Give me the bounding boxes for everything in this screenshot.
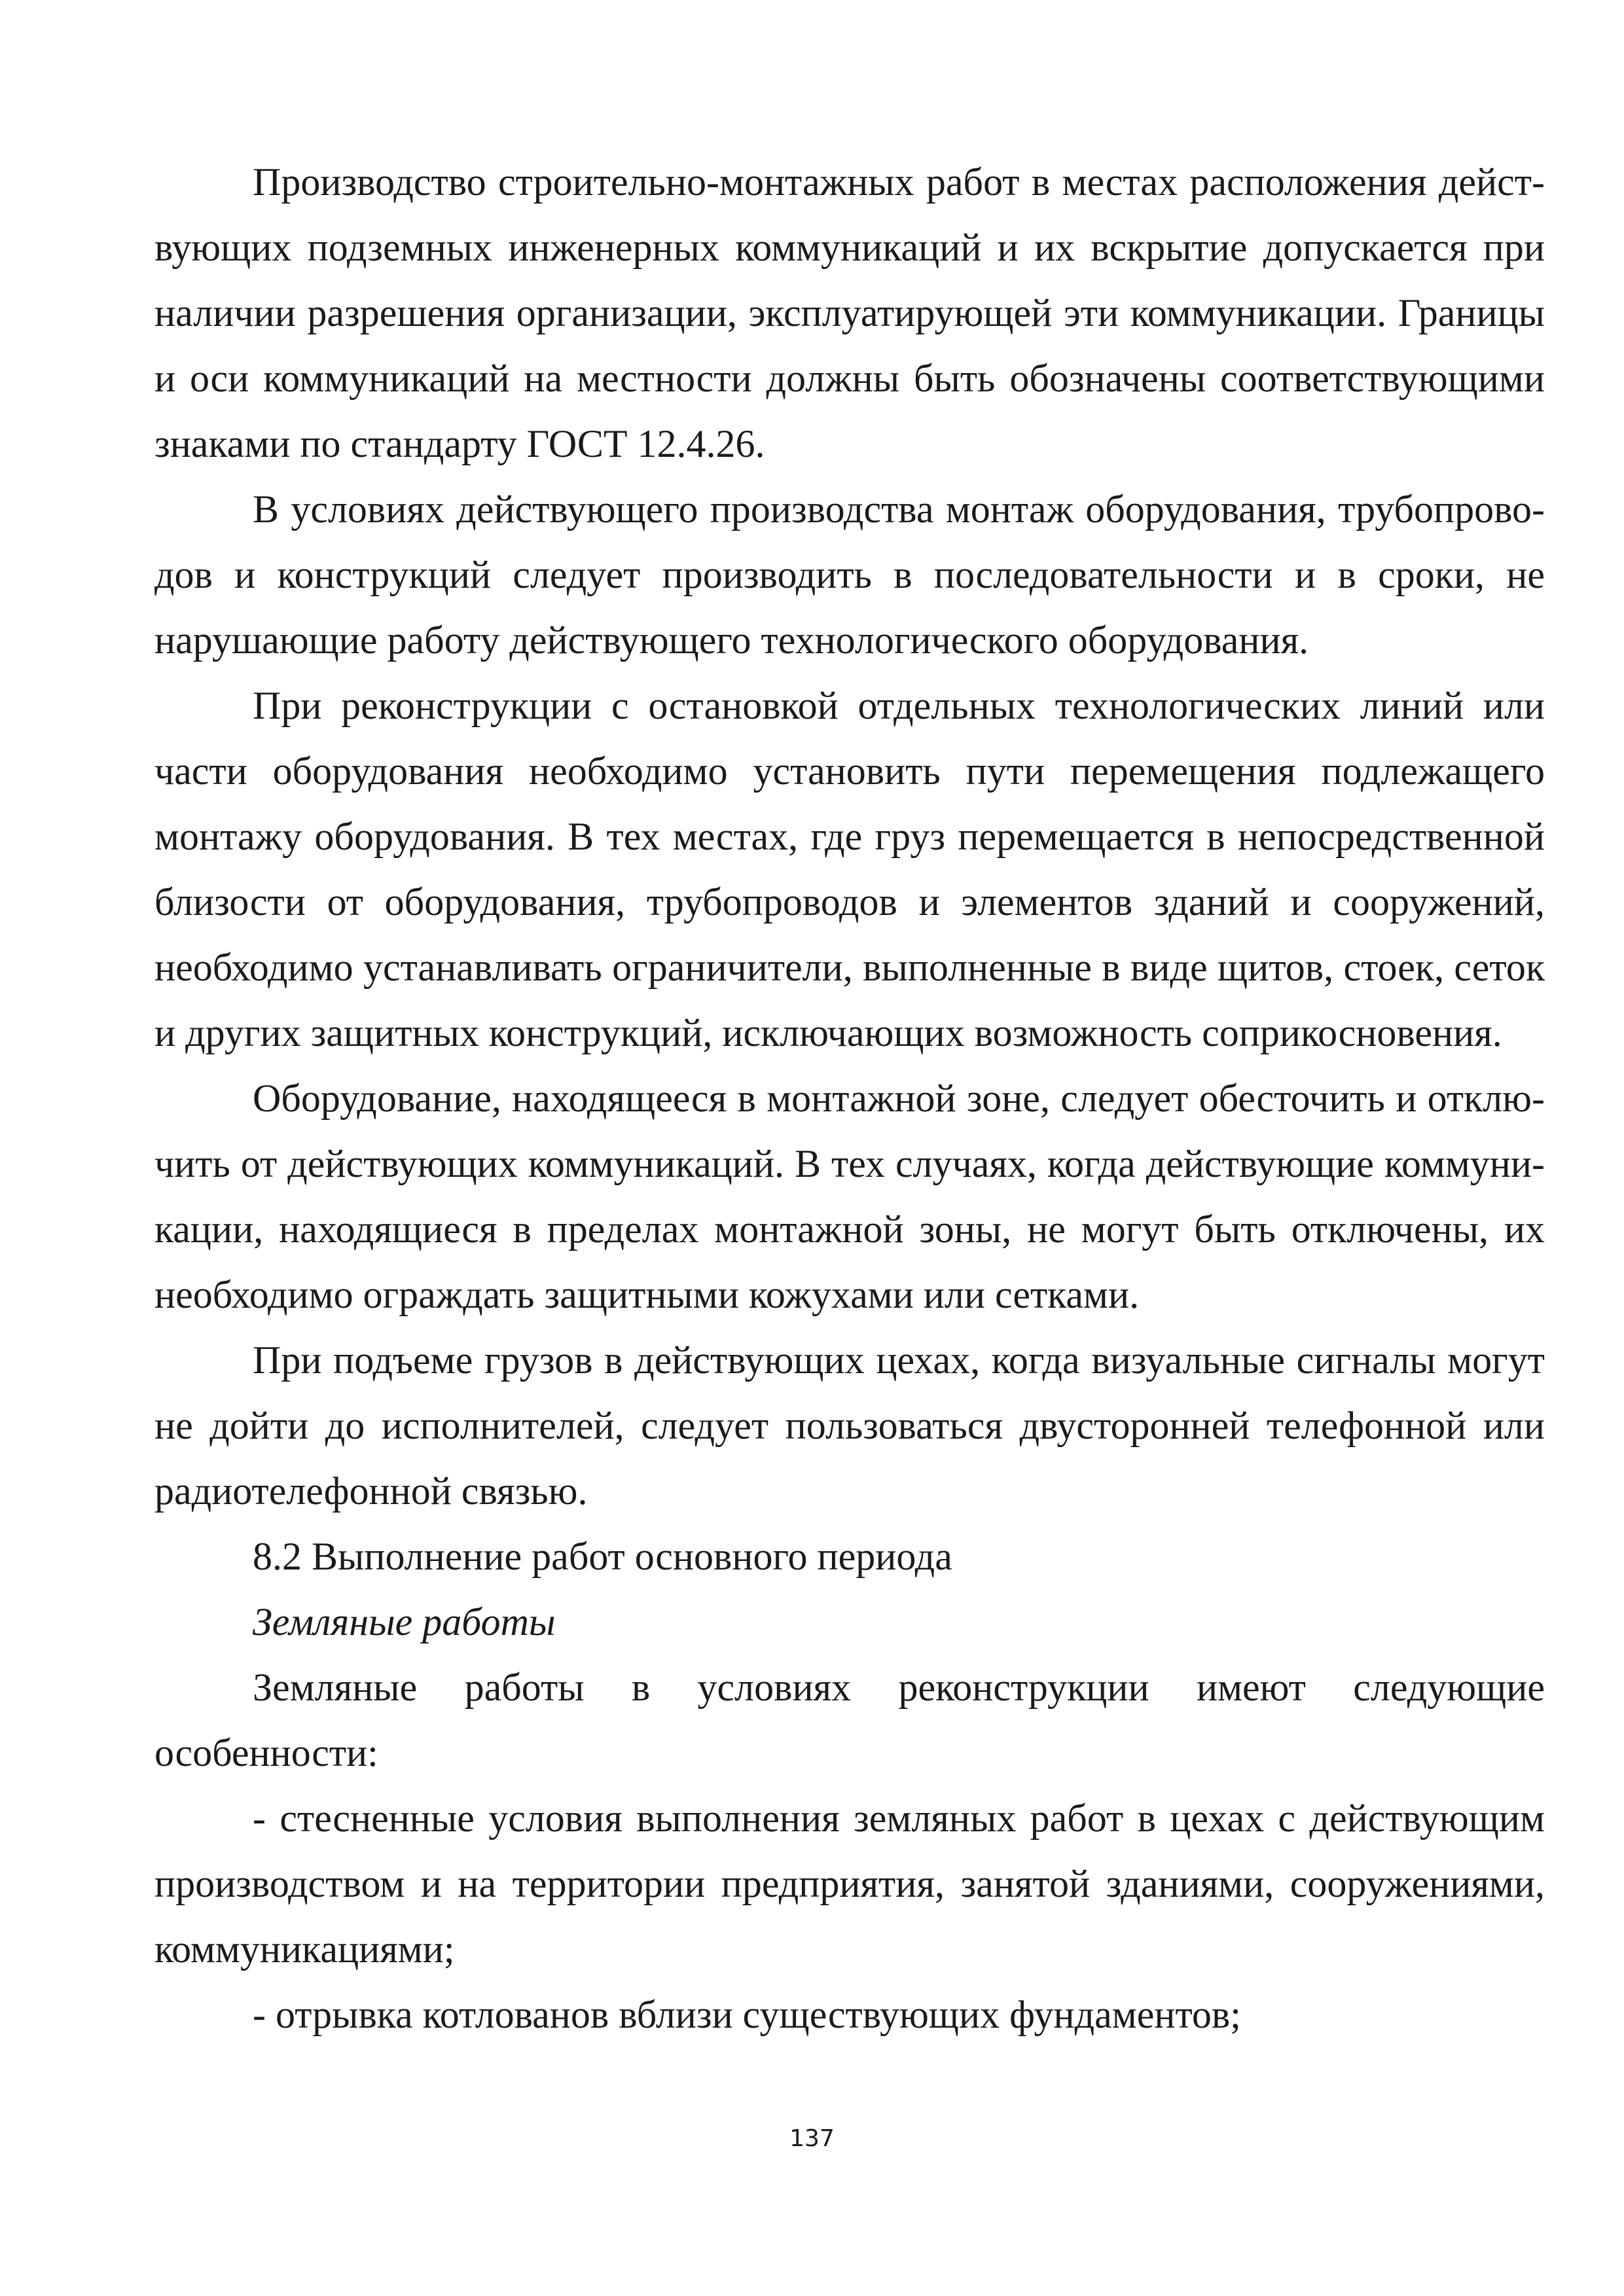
body-text: [154, 149, 1545, 2047]
subsection-heading: Земляные работы: [253, 1600, 556, 1643]
paragraph-lifting-communication: При подъеме грузов в действующих цехах, когда визуальные сигналы могут не дойти до исполнителей, следует пользоваться двусторонней телефонной или радиотелефонной связью.: [154, 1338, 1545, 1513]
page-number: 137: [789, 2125, 835, 2152]
paragraph-equipment-disconnection: Оборудование, находящееся в монтажной зоне, следует обесточить и отключить от действующих коммуникаций. В тех случаях, когда действующие коммуникации, находящиеся в пределах монтажной зоны, не могут быть отключены, их необходимо ограждать защитными кожухами или сетками.: [154, 1077, 1545, 1316]
paragraph-installation-sequence: В условиях действующего производства монтаж оборудования, трубопроводов и конструкций следует производить в последовательности и в сроки, не нарушающие работу действующего технологического оборудования.: [154, 488, 1545, 662]
section-heading: 8.2 Выполнение работ основного периода: [253, 1535, 952, 1578]
paragraph-earthworks-intro: Земляные работы в условиях реконструкции имеют следующие особенности:: [154, 1666, 1545, 1774]
list-item: - стесненные условия выполнения земляных работ в цехах с действующим производством и на территории предприятия, занятой зданиями, сооружениями, коммуникациями;: [154, 1797, 1545, 1971]
paragraph-reconstruction-limiters: При реконструкции с остановкой отдельных технологических линий или части оборудования необходимо установить пути перемещения подлежащего монтажу оборудования. В тех местах, где груз перемещается в непосредственной близости от оборудования, трубопроводов и элементов зданий и сооружений, необходимо устанавливать ограничители, выполненные в виде щитов, стоек, сеток и других защитных конструкций, исключающих возможность соприкосновения.: [154, 684, 1545, 1054]
list-item: - отрывка котлованов вблизи существующих фундаментов;: [253, 1993, 1241, 2036]
paragraph-communications: Производство строительно-монтажных работ в местах расположения действующих подземных инженерных коммуникаций и их вскрытие допускается при наличии разрешения организации, эксплуатирующей эти коммуникации. Границы и оси коммуникаций на местности должны быть обозначены соответствующими знаками по стандарту ГОСТ 12.4.26.: [154, 160, 1545, 465]
